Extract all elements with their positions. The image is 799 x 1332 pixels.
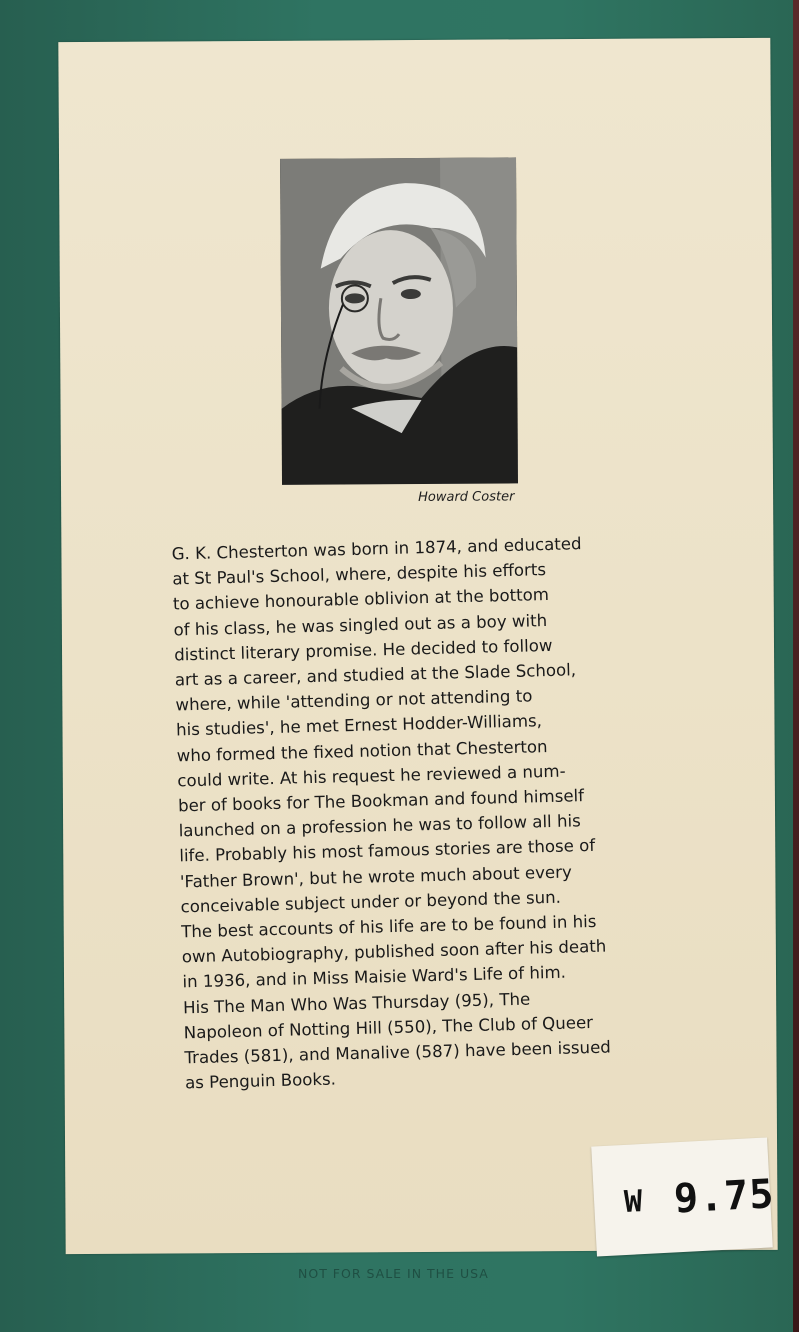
price-sticker	[591, 1137, 776, 1256]
bio-line: at St Paul's School, where, despite his efforts	[172, 560, 547, 589]
author-portrait	[280, 157, 518, 484]
back-cover-panel	[58, 38, 777, 1254]
bio-line: Trades (581), and Manalive (587) have been issued	[184, 1037, 612, 1068]
bio-line: ber of books for The Bookman and found himself	[177, 786, 585, 816]
bio-line: his studies', he met Ernest Hodder-Williams,	[175, 711, 543, 740]
price-prefix: W	[623, 1184, 644, 1221]
photo-credit: Howard Coster	[418, 489, 515, 505]
bio-line: His The Man Who Was Thursday (95), The	[182, 989, 531, 1018]
author-biography	[171, 529, 665, 1095]
bio-line: G. K. Chesterton was born in 1874, and educated	[171, 534, 582, 564]
bio-line: of his class, he was singled out as a boy with	[173, 610, 548, 640]
bio-line: who formed the fixed notion that Chesterton	[176, 736, 548, 766]
bio-line: conceivable subject under or beyond the sun.	[180, 887, 562, 917]
bio-line: launched on a profession he was to follow all his	[178, 811, 581, 841]
bio-line: could write. At his request he reviewed a num-	[177, 761, 566, 791]
sale-restriction-note: NOT FOR SALE IN THE USA	[298, 1266, 489, 1281]
bio-line: where, while 'attending or not attending to	[175, 686, 533, 715]
bio-line: Napoleon of Notting Hill (550), The Club of Queer	[183, 1012, 594, 1043]
bio-line: The best accounts of his life are to be found in his	[180, 911, 597, 942]
bio-line: distinct literary promise. He decided to follow	[173, 635, 553, 665]
bio-line: in 1936, and in Miss Maisie Ward's Life of him.	[182, 963, 567, 992]
bio-line: life. Probably his most famous stories are those of	[179, 836, 596, 866]
bio-line: art as a career, and studied at the Slade School,	[174, 660, 577, 690]
background-edge	[793, 0, 799, 1332]
bio-line: as Penguin Books.	[184, 1069, 337, 1093]
price-value: 9.75	[672, 1171, 776, 1223]
bio-line: 'Father Brown', but he wrote much about every	[179, 862, 572, 892]
bio-line: to achieve honourable oblivion at the bottom	[172, 585, 550, 614]
bio-line: own Autobiography, published soon after his death	[181, 936, 607, 967]
